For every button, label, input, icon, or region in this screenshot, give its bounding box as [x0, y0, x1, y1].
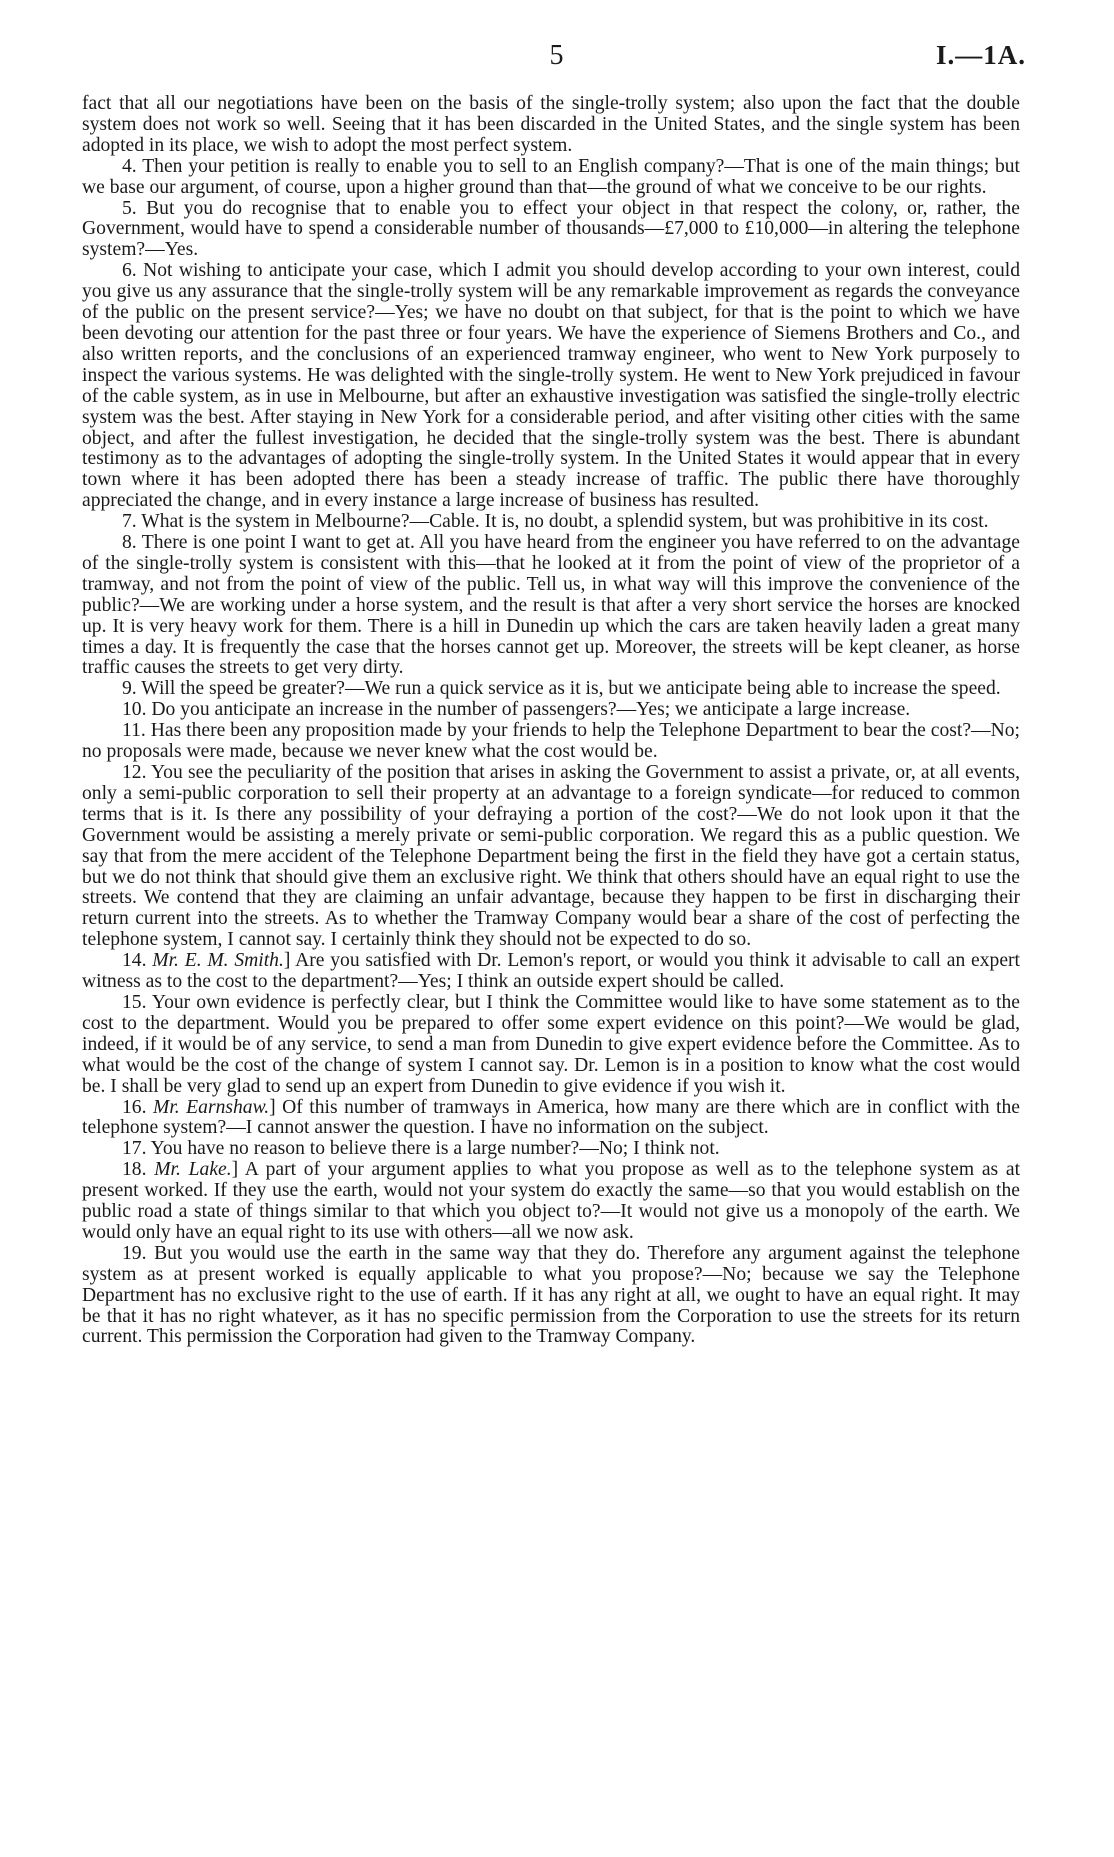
- question-number: 19.: [122, 1242, 147, 1264]
- paragraph-continuation: [82, 94, 1020, 157]
- question-17: [82, 1139, 1020, 1160]
- question-6: [82, 261, 1020, 512]
- question-number: 16.: [122, 1096, 147, 1118]
- question-number: 6.: [122, 260, 137, 282]
- question-12: [82, 763, 1020, 951]
- question-number: 15.: [122, 991, 147, 1013]
- question-number: 4.: [122, 155, 137, 177]
- question-18: 18. Mr. Lake.] A part of your argument applies to what you propose as well as to the telephone system as at present worked. If they use the earth, would not your system do exactly the same—so that you would establish on the public road a state of things similar to that which you object to?—It would not give us a monopoly of the earth. We would only have an equal right to its use with others—all we now ask.: [82, 1159, 1021, 1243]
- question-number: 11.: [122, 720, 146, 742]
- question-text: Then your petition is really to enable you to sell to an English company?—That is one of the main things; but we base our argument, of course, upon a higher ground than that—the ground of what we conceive to be our rights.: [82, 155, 1020, 198]
- question-text: A part of your argument applies to what you propose as well as to the telephone system as at present worked. If they use the earth, would not your system do exactly the same—so that you would establish on the public road a state of things similar to that which you object to?—It would not give us a monopoly of the earth. We would only have an equal right to its use with others—all we now ask.: [82, 1159, 1021, 1243]
- question-number: 14.: [122, 950, 147, 972]
- question-text: You see the peculiarity of the position that arises in asking the Government to assist a private, or, at all events, only a semi-public corporation to sell their property at an advantage to a foreign syndicate—for reduced to common terms that is it. Is there any possibility of your defraying a portion of the cost?—We do not look upon it that the Government would be assisting a merely private or semi-public corporation. We regard this as a public question. We say that from the mere accident of the Telephone Department being the first in the field they have got a certain status, but we do not think that should give them an exclusive right. We think that others should have an equal right to use the streets. We contend that they are claiming an unfair advantage, because they happen to be first in discharging their return current into the streets. As to whether the Tramway Company would bear a share of the cost of perfecting the telephone system, I cannot say. I certainly think they should not be expected to do so.: [82, 762, 1021, 951]
- question-number: 10.: [122, 699, 147, 721]
- question-text: Will the speed be greater?—We run a quick service as it is, but we anticipate being able to increase the speed.: [141, 678, 1001, 700]
- paragraph-text: fact that all our negotiations have been on the basis of the single-trolly system; also upon the fact that the double system does not work so well. Seeing that it has been discarded in the United States, and the single system has been adopted in its place, we wish to adopt the most perfect system.: [82, 93, 1020, 156]
- question-text: There is one point I want to get at. All you have heard from the engineer you have referred to on the advantage of the single-trolly system is consistent with this—that he looked at it from the point of view of the proprietor of a tramway, and not from the point of view of the public. Tell us, in what way will this improve the convenience of the public?—We are working under a horse system, and the result is that after a very short service the horses are knocked up. It is very heavy work for them. There is a hill in Dunedin up which the cars are taken heavily laden a great many times a day. It is frequently the case that the horses cannot get up. Moreover, the streets will be kept cleaner, as horse traffic causes the streets to get very dirty.: [82, 532, 1020, 679]
- question-number: 18.: [122, 1159, 147, 1181]
- question-7: [82, 512, 1020, 533]
- question-text: But you do recognise that to enable you to effect your object in that respect the colony, or, rather, the Government, would have to spend a considerable number of thousands—£7,000 to £10,000—in altering the telephone system?—Yes.: [82, 197, 1020, 261]
- question-5: [82, 199, 1020, 262]
- question-number: 9.: [122, 678, 137, 700]
- speaker-name: Mr. Earnshaw.: [153, 1096, 270, 1118]
- question-number: 17.: [122, 1138, 147, 1160]
- question-text: What is the system in Melbourne?—Cable. It is, no doubt, a splendid system, but was prohibitive in its cost.: [141, 511, 989, 533]
- question-number: 7.: [122, 511, 137, 533]
- question-16: 16. Mr. Earnshaw.] Of this number of tramways in America, how many are there which are in conflict with the telephone system?—I cannot answer the question. I have no information on the subject.: [82, 1096, 1020, 1139]
- question-text: But you would use the earth in the same way that they do. Therefore any argument against the telephone system as at present worked is equally applicable to what you propose?—No; because we say the Telephone Department has no exclusive right to the use of earth. If it has any right at all, we ought to have an equal right. It may be that it has no right whatever, as it has no specific permission from the Corporation to use the streets for its return current. This permission the Corporation had given to the Tramway Company.: [82, 1242, 1020, 1348]
- question-15: [82, 993, 1020, 1098]
- speaker-name: Mr. Lake.: [154, 1159, 232, 1181]
- question-text: You have no reason to believe there is a large number?—No; I think not.: [150, 1138, 720, 1160]
- question-number: 8.: [122, 532, 137, 554]
- question-9: [82, 679, 1020, 700]
- document-reference: I.—1A.: [935, 40, 1026, 70]
- question-text: Your own evidence is perfectly clear, but I think the Committee would like to have some statement as to the cost to the department. Would you be prepared to offer some expert evidence on this point?—We would be glad, indeed, if it would be of any service, to send a man from Dunedin to give expert evidence before the Committee. As to what would be the cost of the change of system I cannot say. Dr. Lemon is in a position to know what the cost would be. I shall be very glad to send up an expert from Dunedin to give evidence if you wish it.: [82, 991, 1020, 1097]
- speaker-name: Mr. E. M. Smith.: [152, 950, 284, 972]
- question-text: Has there been any proposition made by your friends to help the Telephone Department to bear the cost?—No; no proposals were made, because we never knew what the cost would be.: [82, 720, 1021, 763]
- question-text: Not wishing to anticipate your case, which I admit you should develop according to your own interest, could you give us any assurance that the single-trolly system will be any remarkable improvement as regards the conveyance of the public on the present service?—Yes; we have no doubt on that subject, for that is the point to which we have been devoting our attention for the past three or four years. We have the experience of Siemens Brothers and Co., and also written reports, and the conclusions of an experienced tramway engineer, who went to New York purposely to inspect the various systems. He was delighted with the single-trolly system. He went to New York prejudiced in favour of the cable system, as in use in Melbourne, but after an exhaustive investigation was satisfied the single-trolly electric system was the best. After staying in New York for a considerable period, and after visiting other cities with the same object, and after the fullest investigation, he decided that the single-trolly system was the best. There is abundant testimony as to the advantages of adopting the single-trolly system. In the United States it would appear that in every town where it has been adopted there has been a steady increase of traffic. The public there have thoroughly appreciated the change, and in every instance a large increase of business has resulted.: [82, 260, 1020, 512]
- page-number: 5: [549, 40, 565, 71]
- body-text: [82, 94, 1020, 1348]
- question-text: Do you anticipate an increase in the number of passengers?—Yes; we anticipate a large increase.: [151, 699, 911, 721]
- question-number: 5.: [122, 197, 137, 219]
- question-number: 12.: [122, 762, 147, 783]
- question-11: [82, 721, 1020, 763]
- question-10: [82, 700, 1020, 721]
- question-text: Of this number of tramways in America, how many are there which are in conflict with the telephone system?—I cannot answer the question. I have no information on the subject.: [82, 1096, 1020, 1139]
- question-text: Are you satisfied with Dr. Lemon's report, or would you think it advisable to call an expert witness as to the cost to the department?—Yes; I think an outside expert should be called.: [82, 950, 1020, 993]
- question-19: [82, 1244, 1020, 1349]
- question-4: [82, 157, 1020, 199]
- question-8: [82, 533, 1020, 679]
- question-14: 14. Mr. E. M. Smith.] Are you satisfied with Dr. Lemon's report, or would you think it advisable to call an expert witness as to the cost to the department?—Yes; I think an outside expert should be called.: [82, 950, 1020, 993]
